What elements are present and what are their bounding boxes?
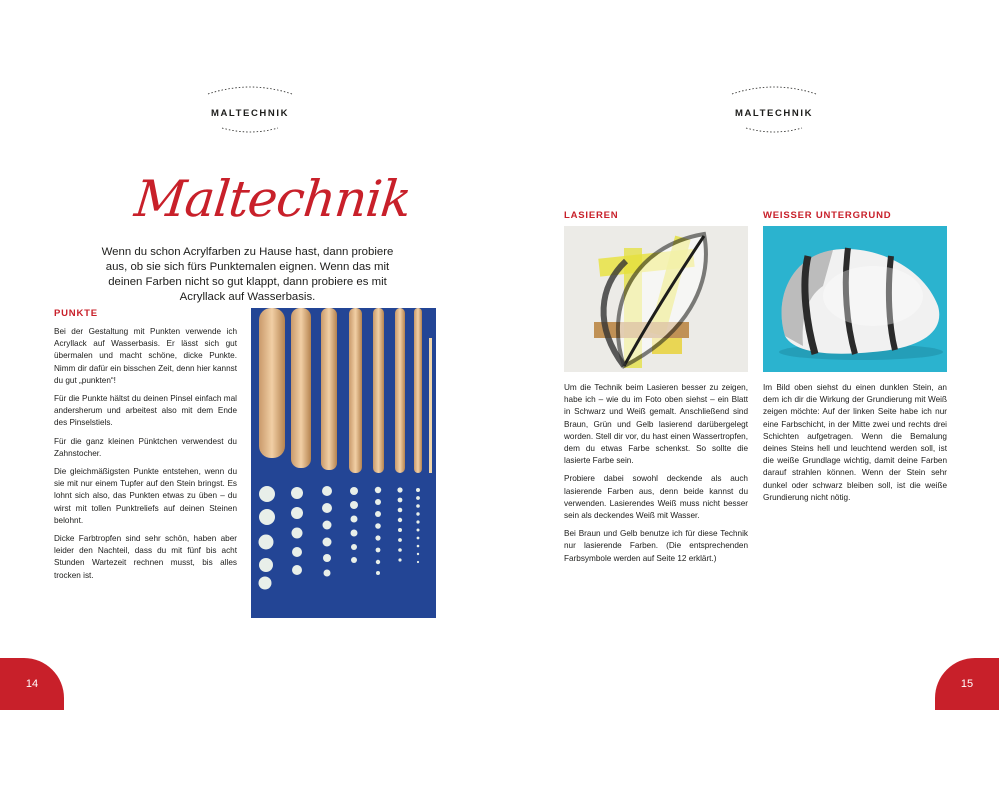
paragraph: Bei Braun und Gelb benutze ich für diese Technik nur lasierende Farben. (Die entsprechenden Farbsymbole werden auf Seite 12 erklärt.) bbox=[564, 529, 748, 563]
paragraph: Um die Technik beim Lasieren besser zu zeigen, habe ich – wie du im Foto oben siehst – ein Blatt in Schwarz und Weiß gemalt. Anschließend sind Braun, Grün und Gelb lasierend darübergelegt worden. Stell dir vor, du hast einen Wassertropfen, dem du etwas Farbe schenkst. So sollte die lasierte Farbe sein. bbox=[564, 383, 748, 466]
paragraph: Die gleichmäßigsten Punkte entstehen, wenn du sie mit nur einem Tupfer auf den Stein bringst. Es lohnt sich also, das Punkten etwas zu üben – du wirst mit tollen Punktreliefs auf deinen Steinen belohnt. bbox=[54, 467, 237, 525]
page-title: Maltechnik bbox=[131, 170, 414, 228]
leaf-glaze-illustration bbox=[564, 226, 748, 372]
paragraph: Probiere dabei sowohl deckende als auch lasierende Farben aus, denn beide kannst du verwenden. Lasierendes Weiß muss nicht besser sein als deckendes Weiß mit Wasser. bbox=[564, 474, 748, 521]
section-heading-weisser-untergrund: WEISSER UNTERGRUND bbox=[763, 210, 892, 221]
stone-illustration bbox=[763, 226, 947, 372]
paragraph: Für die Punkte hältst du deinen Pinsel einfach mal andersherum und arbeitest also mit dem Ende des Pinselstiels. bbox=[54, 394, 237, 428]
lasieren-text-column bbox=[564, 382, 748, 571]
header-mark-text: MALTECHNIK bbox=[734, 108, 814, 119]
header-mark-text: MALTECHNIK bbox=[210, 108, 290, 119]
intro-text: Wenn du schon Acrylfarben zu Hause hast, dann probiere aus, ob sie sich fürs Punktemalen eignen. Wenn das mit deinen Farben nicht so gut klappt, dann probiere es mit Acryllack auf Wasserbasis. bbox=[101, 246, 394, 303]
paragraph: Bei der Gestaltung mit Punkten verwende ich Acryllack auf Wasserbasis. Er lässt sich gut übermalen und macht schöne, dicke Punkte. Nimm dir dafür ein bisschen Zeit, denn hier kannst du gut „punkten“! bbox=[54, 327, 237, 385]
paragraph: Für die ganz kleinen Pünktchen verwendest du Zahnstocher. bbox=[54, 436, 237, 458]
weisser-untergrund-photo bbox=[763, 226, 947, 372]
right-page bbox=[500, 0, 1000, 710]
left-page bbox=[0, 0, 500, 710]
section-heading-lasieren: LASIEREN bbox=[564, 210, 619, 221]
lasieren-photo bbox=[564, 226, 748, 372]
brushes-dots-photo bbox=[251, 308, 436, 618]
header-mark-right bbox=[714, 86, 834, 136]
paragraph: Im Bild oben siehst du einen dunklen Stein, an dem ich dir die Wirkung der Grundierung mit Weiß zeigen möchte: Auf der linken Seite habe ich nur eine Farbschicht, in der Mitte zwei und rechts drei Schichten aufgetragen. Wenn die Bemalung deines Steins hell und leuchtend werden soll, ist die weiße Grundlage wichtig, damit deine Farben darauf strahlen können. Wenn der Stein sehr dunkel oder schwarz bleiben soll, ist die weiße Grundierung nicht nötig. bbox=[763, 383, 947, 502]
punkte-text-column bbox=[54, 326, 237, 588]
page-number-left: 14 bbox=[0, 658, 64, 710]
header-mark-left bbox=[190, 86, 310, 136]
section-heading-punkte: PUNKTE bbox=[54, 308, 98, 319]
weisser-untergrund-text-column bbox=[763, 382, 947, 510]
brushes-illustration bbox=[251, 308, 436, 618]
paragraph: Dicke Farbtropfen sind sehr schön, haben aber leider den Nachteil, dass du mit fünf bis acht Stunden Wartezeit rechnen musst, bis alles trocken ist. bbox=[54, 534, 237, 580]
page-number-right: 15 bbox=[935, 658, 999, 710]
